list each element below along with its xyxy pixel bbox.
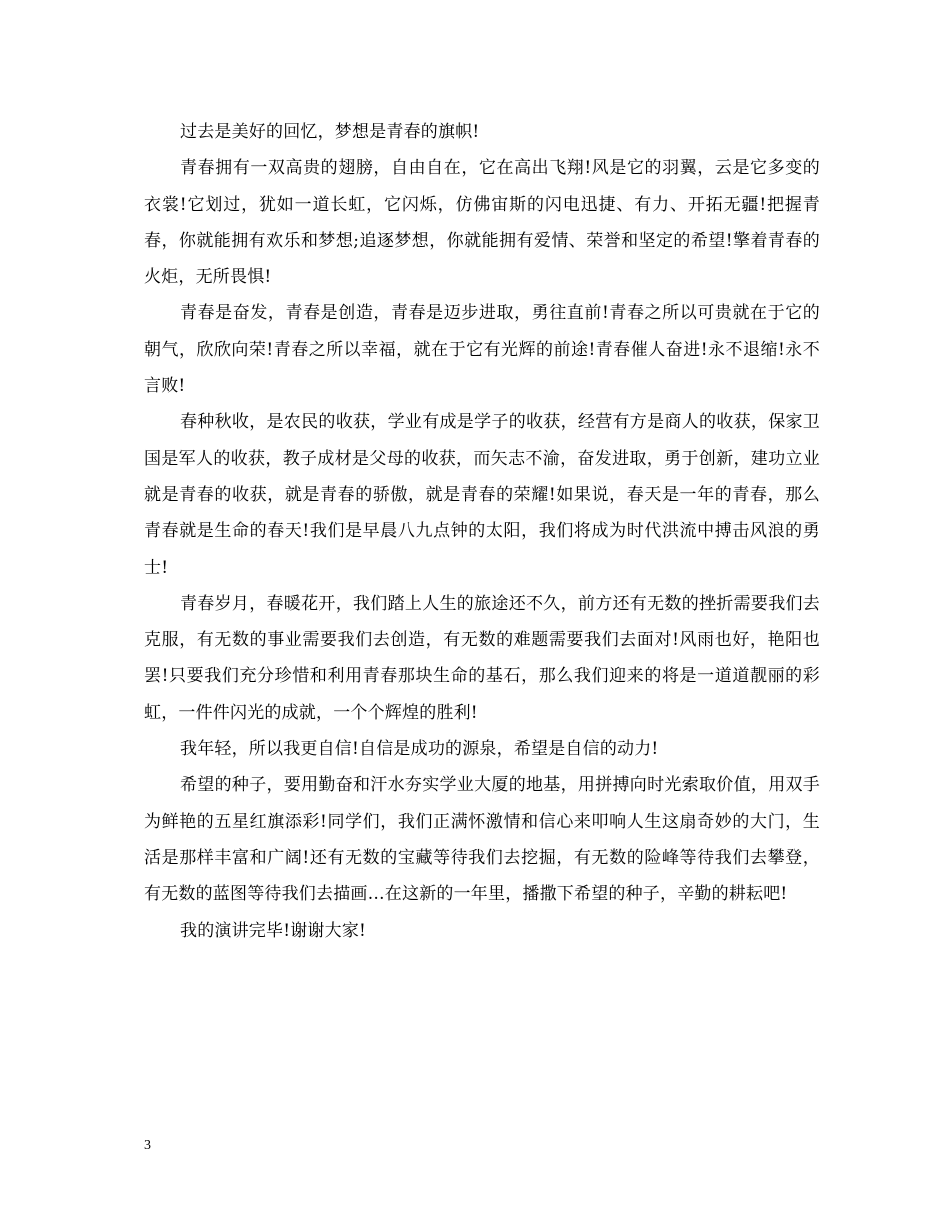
- paragraph-2: 青春拥有一双高贵的翅膀，自由自在，它在高出飞翔!风是它的羽翼，云是它多变的衣裳!它划过，犹如一道长虹，它闪烁，仿佛宙斯的闪电迅捷、有力、开拓无疆!把握青春，你就能拥有欢乐和梦想;追逐梦想，你就能拥有爱情、荣誉和坚定的希望!擎着青春的火炬，无所畏惧!: [144, 158, 820, 288]
- paragraph-3: 青春是奋发，青春是创造，青春是迈步进取，勇往直前!青春之所以可贵就在于它的朝气，欣欣向荣!青春之所以幸福，就在于它有光辉的前途!青春催人奋进!永不退缩!永不言败!: [144, 303, 820, 397]
- document-body: [144, 114, 820, 949]
- paragraph-6: 我年轻，所以我更自信!自信是成功的源泉，希望是自信的动力!: [180, 739, 659, 760]
- paragraph-5: 青春岁月，春暖花开，我们踏上人生的旅途还不久，前方还有无数的挫折需要我们去克服，有无数的事业需要我们去创造，有无数的难题需要我们去面对!风雨也好，艳阳也罢!只要我们充分珍惜和利用青春那块生命的基石，那么我们迎来的将是一道道靓丽的彩虹，一件件闪光的成就，一个个辉煌的胜利!: [144, 593, 820, 723]
- paragraph-1: 过去是美好的回忆，梦想是青春的旗帜!: [180, 122, 480, 142]
- paragraph-7: 希望的种子，要用勤奋和汗水夯实学业大厦的地基，用拼搏向时光索取价值，用双手为鲜艳的五星红旗添彩!同学们，我们正满怀激情和信心来叩响人生这扇奇妙的大门，生活是那样丰富和广阔!还有无数的宝藏等待我们去挖掘，有无数的险峰等待我们去攀登，有无数的蓝图等待我们去描画…在这新的一年里，播撒下希望的种子，辛勤的耕耘吧!: [144, 775, 820, 905]
- paragraph-8: 我的演讲完毕!谢谢大家!: [180, 920, 367, 941]
- page-number: 3: [144, 1138, 151, 1153]
- paragraph-4: 春种秋收，是农民的收获，学业有成是学子的收获，经营有方是商人的收获，保家卫国是军人的收获，教子成材是父母的收获，而矢志不渝，奋发进取，勇于创新，建功立业就是青春的收获，就是青春的骄傲，就是青春的荣耀!如果说，春天是一年的青春，那么青春就是生命的春天!我们是早晨八九点钟的太阳，我们将成为时代洪流中搏击风浪的勇士!: [144, 412, 820, 578]
